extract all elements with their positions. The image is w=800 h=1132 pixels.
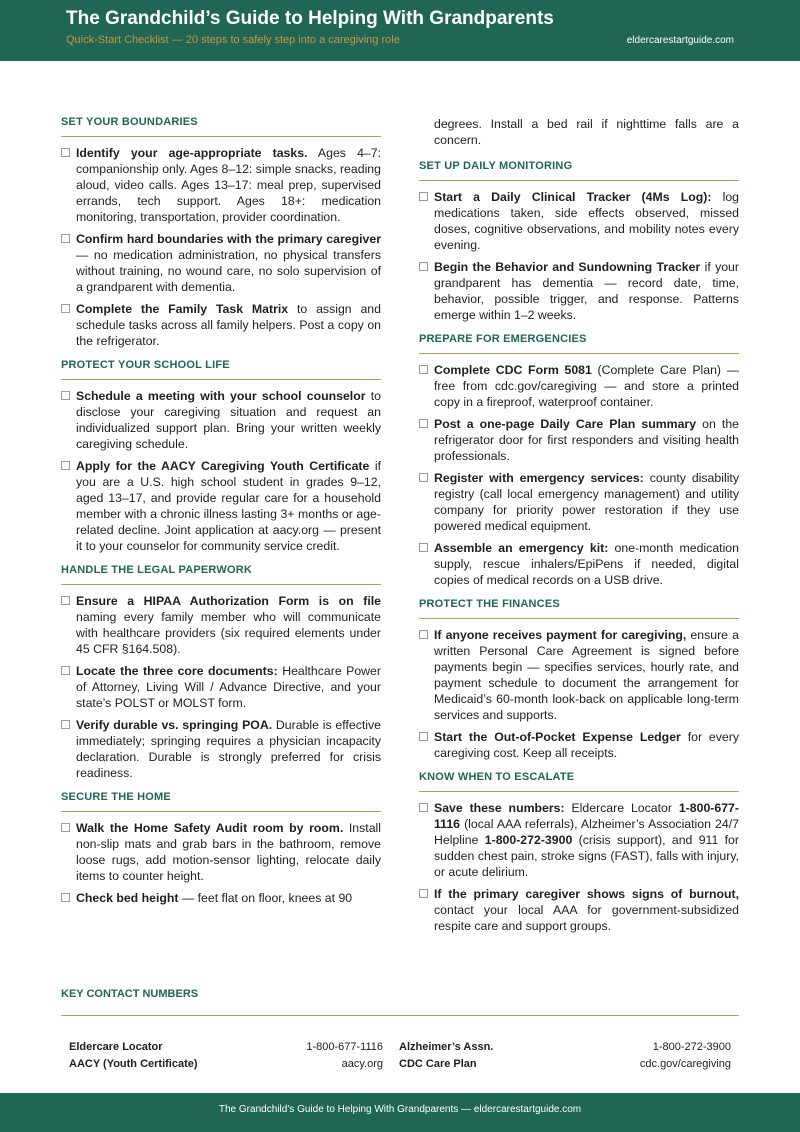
checklist-item: Apply for the AACY Caregiving Youth Certificate if you are a U.S. high school student in grades 9–12, aged 13–17, and provide regular care for a household member with a chronic illness lasting 3+ months or age-related decline. Joint application at aacy.org — present it to your counselor for community service credit. [61,458,381,554]
checkbox[interactable] [61,304,70,313]
checkbox[interactable] [61,234,70,243]
checkbox[interactable] [61,666,70,675]
checklist-item: Start a Daily Clinical Tracker (4Ms Log): log medications taken, side effects observed, missed doses, cognitive observations, and mobility notes every evening. [419,189,739,253]
checklist-item: Ensure a HIPAA Authorization Form is on file naming every family member who will communicate with healthcare providers (six required elements under 45 CFR §164.508). [61,593,381,657]
header-site: eldercarestartguide.com [626,35,734,46]
checkbox[interactable] [419,192,428,201]
checkbox[interactable] [419,473,428,482]
section-title: SECURE THE HOME [61,791,381,812]
continued-text: degrees. Install a bed rail if nighttime falls are a concern. [434,117,739,147]
section-title: PROTECT THE FINANCES [419,598,739,619]
checkbox[interactable] [419,419,428,428]
contact-value: aacy.org [341,1058,383,1070]
contact-name: Alzheimer’s Assn. [399,1041,494,1053]
checklist-item: Begin the Behavior and Sundowning Tracker if your grandparent has dementia — record date, time, behavior, possible trigger, and response. Patterns emerge within 1–2 weeks. [419,259,739,323]
checklist-item: Save these numbers: Eldercare Locator 1-800-677-1116 (local AAA referrals), Alzheimer’s Association 24/7 Helpline 1-800-272-3900 (crisis support), and 911 for sudden chest pain, stroke signs (FAST), falls with injury, or acute delirium. [419,800,739,880]
checkbox[interactable] [419,732,428,741]
checkbox[interactable] [61,823,70,832]
divider [61,1015,739,1016]
checklist-item: Check bed height — feet flat on floor, knees at 90 [61,890,381,906]
checklist-item: Complete CDC Form 5081 (Complete Care Plan) — free from cdc.gov/caregiving — and store a printed copy in a fireproof, waterproof container. [419,362,739,410]
section-title: PROTECT YOUR SCHOOL LIFE [61,359,381,380]
page-title: The Grandchild’s Guide to Helping With Grandparents [66,8,554,29]
checklist-item: If the primary caregiver shows signs of burnout, contact your local AAA for government-subsidized respite care and support groups. [419,886,739,934]
checkbox[interactable] [61,893,70,902]
checklist-item: Schedule a meeting with your school counselor to disclose your caregiving situation and request an individualized support plan. Bring your written weekly caregiving schedule. [61,388,381,452]
checklist-item: Start the Out-of-Pocket Expense Ledger for every caregiving cost. Keep all receipts. [419,729,739,761]
checkbox[interactable] [61,391,70,400]
checkbox[interactable] [419,889,428,898]
page-subtitle: Quick-Start Checklist — 20 steps to safely step into a caregiving role [66,34,400,46]
contact-value: 1-800-677-1116 [306,1041,383,1053]
right-column [419,116,739,940]
contact-name: CDC Care Plan [399,1058,477,1070]
page-footer [0,1093,800,1132]
section-title: KNOW WHEN TO ESCALATE [419,771,739,792]
section-title: HANDLE THE LEGAL PAPERWORK [61,564,381,585]
contact-value: cdc.gov/caregiving [639,1058,731,1070]
left-column [61,116,381,912]
checklist-item: Confirm hard boundaries with the primary caregiver — no medication administration, no physical transfers without training, no wound care, no solo supervision of a grandparent with dementia. [61,231,381,295]
checklist-item: Identify your age-appropriate tasks. Ages 4–7: companionship only. Ages 8–12: simple snacks, reading aloud, video calls. Ages 13–17: meal prep, supervised errands, tech support. Ages 18+: medication monitoring, transportation, provider coordination. [61,145,381,225]
checkbox[interactable] [61,148,70,157]
checklist-item: Assemble an emergency kit: one-month medication supply, rescue inhalers/EpiPens if needed, digital copies of medical records on a USB drive. [419,540,739,588]
checkbox[interactable] [419,803,428,812]
contacts-title: KEY CONTACT NUMBERS [61,988,199,1000]
checkbox[interactable] [419,262,428,271]
checklist-item: If anyone receives payment for caregiving, ensure a written Personal Care Agreement is signed before payments begin — specifies services, hourly rate, and payment schedule to document the arrangement for Medicaid’s 60-month look-back on applicable long-term services and supports. [419,627,739,723]
checklist-item: Post a one-page Daily Care Plan summary on the refrigerator door for first responders and visiting health professionals. [419,416,739,464]
section-title: SET YOUR BOUNDARIES [61,116,381,137]
checkbox[interactable] [61,596,70,605]
checklist-item: Complete the Family Task Matrix to assign and schedule tasks across all family helpers. Post a copy on the refrigerator. [61,301,381,349]
page-header [0,0,800,61]
section-title: SET UP DAILY MONITORING [419,160,739,181]
section-title: PREPARE FOR EMERGENCIES [419,333,739,354]
footer-text: The Grandchild’s Guide to Helping With Grandparents — eldercarestartguide.com [218,1104,582,1115]
checkbox[interactable] [419,543,428,552]
checkbox[interactable] [61,720,70,729]
contact-name: Eldercare Locator [69,1041,163,1053]
checkbox[interactable] [419,630,428,639]
checklist-item: Locate the three core documents: Healthcare Power of Attorney, Living Will / Advance Directive, and your state’s POLST or MOLST form. [61,663,381,711]
checklist-item: Verify durable vs. springing POA. Durable is effective immediately; springing requires a physician incapacity declaration. Durable is strongly preferred for crisis readiness. [61,717,381,781]
checkbox[interactable] [61,461,70,470]
contact-name: AACY (Youth Certificate) [69,1058,198,1070]
checkbox[interactable] [419,365,428,374]
contact-value: 1-800-272-3900 [652,1041,731,1053]
checklist-item: Register with emergency services: county disability registry (call local emergency management) and utility company for priority power restoration if they use powered medical equipment. [419,470,739,534]
checklist-item: Walk the Home Safety Audit room by room. Install non-slip mats and grab bars in the bathroom, remove loose rugs, add motion-sensor lighting, relocate daily items to counter height. [61,820,381,884]
